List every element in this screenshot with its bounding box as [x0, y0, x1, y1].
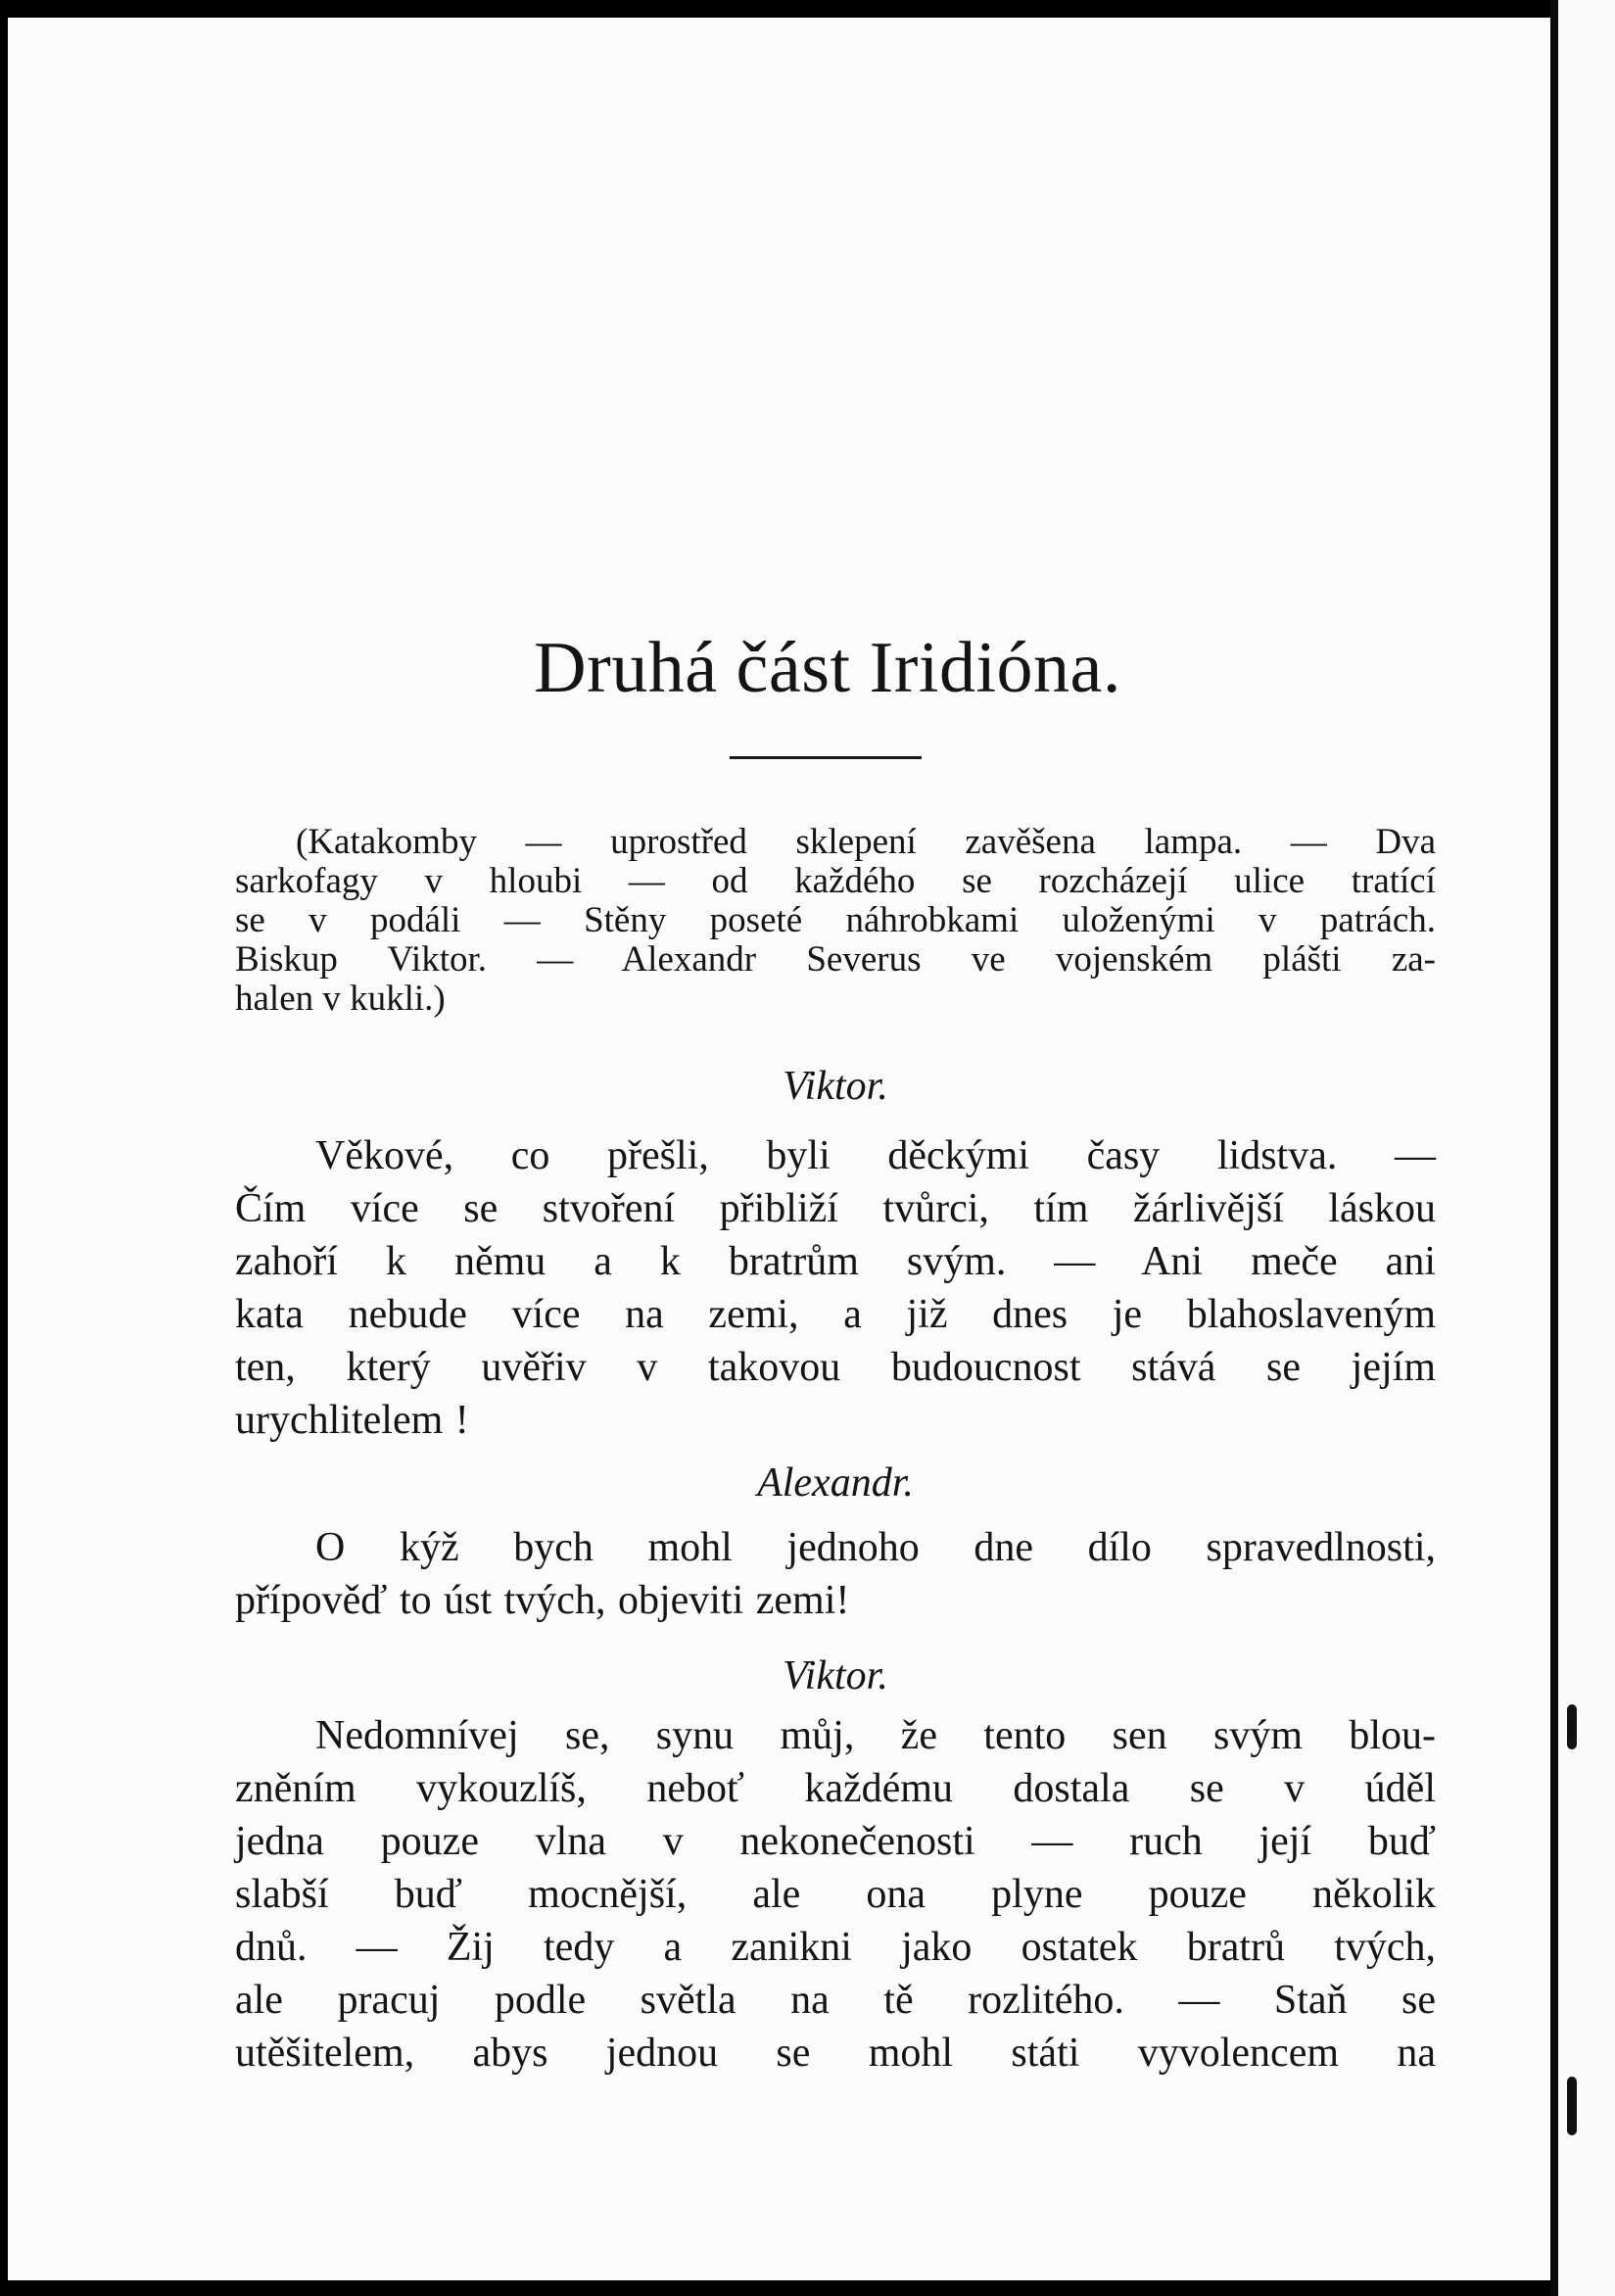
speech-text [235, 1129, 1436, 1447]
stage-direction [235, 823, 1436, 1019]
chapter-title: Druhá část Iridióna. [534, 628, 1121, 708]
speech-line: O kýž bych mohl jednoho dne dílo spravedlnosti, [315, 1525, 1436, 1570]
speech-text [235, 1709, 1436, 2080]
stage-line: sarkofagy v hloubi — od každého se rozcházejí ulice tratící [235, 861, 1436, 901]
speech-line: zahoří k němu a k bratrům svým. — Ani meče ani [235, 1239, 1436, 1284]
speech-line: jedna pouze vlna v nekonečenosti — ruch její buď [235, 1819, 1436, 1864]
speech-line: Čím více se stvoření přibliží tvůrci, tím žárlivější láskou [235, 1186, 1436, 1231]
title-divider [730, 756, 922, 759]
page-gutter-shadow [1550, 0, 1558, 2296]
speech-line: dnů. — Žij tedy a zanikni jako ostatek bratrů tvých, [235, 1925, 1436, 1970]
speech-line: Nedomnívej se, synu můj, že tento sen svým blou- [315, 1713, 1436, 1758]
speech-line: přípověď to úst tvých, objeviti zemi! [235, 1578, 850, 1623]
stage-line: se v podáli — Stěny poseté náhrobkami uloženými v patrách. [235, 900, 1436, 940]
speaker-name: Viktor. [783, 1064, 888, 1109]
adjacent-page-edge [1550, 0, 1615, 2296]
edge-mark [1567, 1704, 1577, 1749]
speech-line: kata nebude více na zemi, a již dnes je blahoslaveným [235, 1292, 1436, 1337]
edge-mark [1567, 2077, 1577, 2135]
speech-text [235, 1521, 1436, 1627]
stage-line: (Katakomby — uprostřed sklepení zavěšena lampa. — Dva [296, 822, 1436, 862]
stage-line: Biskup Viktor. — Alexandr Severus ve vojenském plášti za- [235, 939, 1436, 980]
speech-line: Věkové, co přešli, byli děckými časy lidstva. — [315, 1133, 1436, 1178]
speech-line: zněním vykouzlíš, neboť každému dostala se v úděl [235, 1766, 1436, 1811]
speech-line: ten, který uvěřiv v takovou budoucnost stává se jejím [235, 1345, 1436, 1390]
speech-line: ale pracuj podle světla na tě rozlitého. — Staň se [235, 1978, 1436, 2023]
speaker-name: Viktor. [783, 1653, 888, 1698]
speech-line: utěšitelem, abys jednou se mohl státi vyvolencem na [235, 2031, 1436, 2076]
speaker-name: Alexandr. [757, 1460, 914, 1506]
speech-line: urychlitelem ! [235, 1398, 469, 1443]
speech-line: slabší buď mocnější, ale ona plyne pouze několik [235, 1872, 1436, 1917]
stage-line: halen v kukli.) [235, 979, 446, 1019]
